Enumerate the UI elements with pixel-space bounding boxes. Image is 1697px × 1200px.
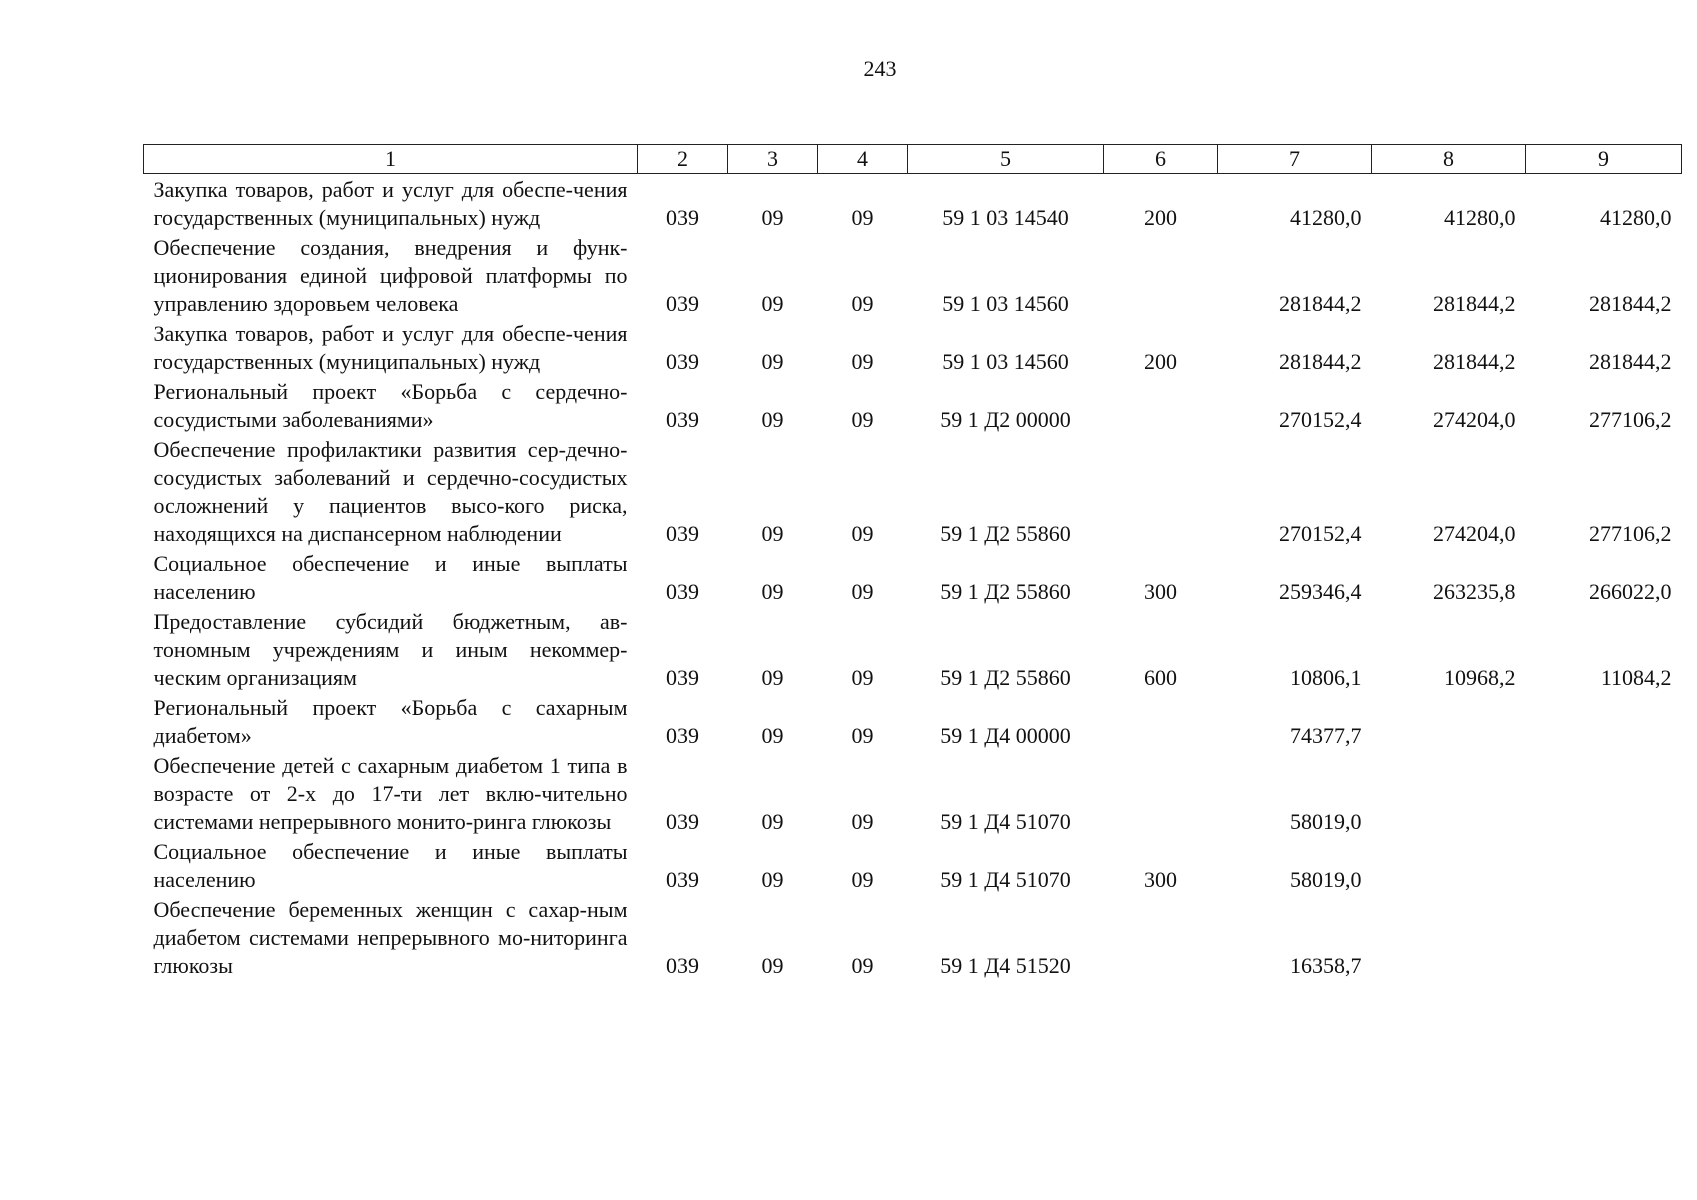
cell-target-article: 59 1 Д4 51070 bbox=[940, 809, 1071, 834]
table-row bbox=[144, 750, 1682, 836]
cell-subsection: 09 bbox=[851, 723, 874, 748]
cell-section: 09 bbox=[761, 809, 784, 834]
cell-subsection: 09 bbox=[851, 407, 874, 432]
table-row bbox=[144, 836, 1682, 894]
table-body bbox=[144, 174, 1682, 981]
cell-amount-year-2 bbox=[1372, 750, 1526, 836]
table-row bbox=[144, 174, 1682, 233]
cell-amount-year-2: 10968,2 bbox=[1444, 665, 1516, 690]
cell-target-article: 59 1 03 14540 bbox=[942, 205, 1069, 230]
row-name: Обеспечение создания, внедрения и функ-ционирования единой цифровой платформы по управлению здоровьем человека bbox=[153, 235, 628, 316]
cell-target-article: 59 1 03 14560 bbox=[942, 349, 1069, 374]
cell-section: 09 bbox=[761, 579, 784, 604]
cell-target-article: 59 1 Д4 00000 bbox=[940, 723, 1071, 748]
cell-amount-year-1: 281844,2 bbox=[1279, 349, 1362, 374]
cell-expense-type: 300 bbox=[1144, 579, 1177, 604]
cell-expense-type bbox=[1104, 894, 1218, 980]
cell-amount-year-3 bbox=[1526, 692, 1682, 750]
cell-amount-year-2: 263235,8 bbox=[1433, 579, 1516, 604]
cell-subsection: 09 bbox=[851, 579, 874, 604]
cell-grbs: 039 bbox=[666, 291, 699, 316]
cell-amount-year-1: 270152,4 bbox=[1279, 407, 1362, 432]
table-row bbox=[144, 232, 1682, 318]
cell-expense-type bbox=[1104, 750, 1218, 836]
cell-expense-type bbox=[1104, 692, 1218, 750]
cell-subsection: 09 bbox=[851, 665, 874, 690]
cell-amount-year-1: 259346,4 bbox=[1279, 579, 1362, 604]
cell-amount-year-3 bbox=[1526, 750, 1682, 836]
cell-section: 09 bbox=[761, 867, 784, 892]
cell-grbs: 039 bbox=[666, 407, 699, 432]
row-name: Закупка товаров, работ и услуг для обеспе-чения государственных (муниципальных) нужд bbox=[153, 177, 628, 230]
cell-section: 09 bbox=[761, 205, 784, 230]
cell-amount-year-3 bbox=[1526, 894, 1682, 980]
cell-grbs: 039 bbox=[666, 205, 699, 230]
cell-amount-year-1: 16358,7 bbox=[1290, 953, 1362, 978]
table-row bbox=[144, 318, 1682, 376]
header-col-3: 3 bbox=[728, 145, 818, 174]
header-col-4: 4 bbox=[818, 145, 908, 174]
cell-target-article: 59 1 Д2 55860 bbox=[940, 521, 1071, 546]
cell-amount-year-2 bbox=[1372, 836, 1526, 894]
row-name: Закупка товаров, работ и услуг для обеспе-чения государственных (муниципальных) нужд bbox=[153, 321, 628, 374]
cell-subsection: 09 bbox=[851, 291, 874, 316]
cell-amount-year-3: 277106,2 bbox=[1589, 407, 1672, 432]
row-name: Социальное обеспечение и иные выплаты населению bbox=[153, 839, 628, 892]
header-col-2: 2 bbox=[638, 145, 728, 174]
cell-amount-year-3: 281844,2 bbox=[1589, 349, 1672, 374]
header-col-1: 1 bbox=[144, 145, 638, 174]
header-col-8: 8 bbox=[1372, 145, 1526, 174]
cell-target-article: 59 1 Д4 51070 bbox=[940, 867, 1071, 892]
header-col-6: 6 bbox=[1104, 145, 1218, 174]
cell-target-article: 59 1 Д2 55860 bbox=[940, 579, 1071, 604]
cell-section: 09 bbox=[761, 407, 784, 432]
cell-amount-year-1: 58019,0 bbox=[1290, 809, 1362, 834]
cell-expense-type bbox=[1104, 232, 1218, 318]
cell-amount-year-1: 281844,2 bbox=[1279, 291, 1362, 316]
header-col-5: 5 bbox=[908, 145, 1104, 174]
cell-expense-type: 600 bbox=[1144, 665, 1177, 690]
cell-target-article: 59 1 Д2 55860 bbox=[940, 665, 1071, 690]
cell-subsection: 09 bbox=[851, 205, 874, 230]
cell-amount-year-1: 10806,1 bbox=[1290, 665, 1362, 690]
cell-target-article: 59 1 03 14560 bbox=[942, 291, 1069, 316]
budget-table bbox=[143, 144, 1682, 980]
cell-grbs: 039 bbox=[666, 723, 699, 748]
cell-expense-type bbox=[1104, 434, 1218, 548]
table-row bbox=[144, 894, 1682, 980]
table-row bbox=[144, 606, 1682, 692]
cell-amount-year-2: 281844,2 bbox=[1433, 291, 1516, 316]
cell-amount-year-2: 41280,0 bbox=[1444, 205, 1516, 230]
table-row bbox=[144, 434, 1682, 548]
cell-amount-year-1: 58019,0 bbox=[1290, 867, 1362, 892]
header-row bbox=[144, 145, 1682, 174]
table-header bbox=[144, 145, 1682, 174]
page-number: 243 bbox=[863, 56, 897, 81]
cell-grbs: 039 bbox=[666, 809, 699, 834]
cell-section: 09 bbox=[761, 953, 784, 978]
cell-amount-year-3 bbox=[1526, 836, 1682, 894]
cell-section: 09 bbox=[761, 349, 784, 374]
cell-amount-year-2 bbox=[1372, 894, 1526, 980]
cell-expense-type: 200 bbox=[1144, 205, 1177, 230]
table-row bbox=[144, 548, 1682, 606]
cell-grbs: 039 bbox=[666, 521, 699, 546]
cell-subsection: 09 bbox=[851, 867, 874, 892]
cell-section: 09 bbox=[761, 665, 784, 690]
cell-amount-year-3: 266022,0 bbox=[1589, 579, 1672, 604]
header-col-7: 7 bbox=[1218, 145, 1372, 174]
cell-grbs: 039 bbox=[666, 665, 699, 690]
cell-subsection: 09 bbox=[851, 349, 874, 374]
cell-subsection: 09 bbox=[851, 809, 874, 834]
cell-amount-year-3: 11084,2 bbox=[1600, 665, 1672, 690]
cell-amount-year-3: 41280,0 bbox=[1600, 205, 1672, 230]
row-name: Региональный проект «Борьба с сердечно-сосудистыми заболеваниями» bbox=[153, 379, 628, 432]
row-name: Региональный проект «Борьба с сахарным диабетом» bbox=[153, 695, 628, 748]
table-row bbox=[144, 376, 1682, 434]
row-name: Обеспечение детей с сахарным диабетом 1 типа в возрасте от 2-х до 17-ти лет вклю-чительно системами непрерывного монито-ринга глюкозы bbox=[153, 753, 628, 834]
row-name: Обеспечение беременных женщин с сахар-ным диабетом системами непрерывного мо-ниторинга глюкозы bbox=[153, 897, 628, 978]
cell-amount-year-2: 274204,0 bbox=[1433, 521, 1516, 546]
cell-expense-type: 300 bbox=[1144, 867, 1177, 892]
cell-amount-year-1: 74377,7 bbox=[1290, 723, 1362, 748]
cell-section: 09 bbox=[761, 723, 784, 748]
cell-section: 09 bbox=[761, 291, 784, 316]
cell-section: 09 bbox=[761, 521, 784, 546]
cell-amount-year-2: 281844,2 bbox=[1433, 349, 1516, 374]
cell-expense-type bbox=[1104, 376, 1218, 434]
cell-expense-type: 200 bbox=[1144, 349, 1177, 374]
cell-amount-year-1: 41280,0 bbox=[1290, 205, 1362, 230]
cell-amount-year-1: 270152,4 bbox=[1279, 521, 1362, 546]
cell-grbs: 039 bbox=[666, 867, 699, 892]
cell-subsection: 09 bbox=[851, 953, 874, 978]
cell-grbs: 039 bbox=[666, 579, 699, 604]
cell-target-article: 59 1 Д2 00000 bbox=[940, 407, 1071, 432]
row-name: Предоставление субсидий бюджетным, ав-тономным учреждениям и иным некоммер-ческим организациям bbox=[153, 609, 628, 690]
cell-target-article: 59 1 Д4 51520 bbox=[940, 953, 1071, 978]
cell-subsection: 09 bbox=[851, 521, 874, 546]
row-name: Обеспечение профилактики развития сер-дечно-сосудистых заболеваний и сердечно-сосудистых осложнений у пациентов высо-кого риска, находящихся на диспансерном наблюдении bbox=[153, 437, 628, 546]
table-row bbox=[144, 692, 1682, 750]
cell-amount-year-3: 281844,2 bbox=[1589, 291, 1672, 316]
cell-grbs: 039 bbox=[666, 953, 699, 978]
cell-amount-year-2: 274204,0 bbox=[1433, 407, 1516, 432]
cell-amount-year-3: 277106,2 bbox=[1589, 521, 1672, 546]
cell-amount-year-2 bbox=[1372, 692, 1526, 750]
row-name: Социальное обеспечение и иные выплаты населению bbox=[153, 551, 628, 604]
cell-grbs: 039 bbox=[666, 349, 699, 374]
header-col-9: 9 bbox=[1526, 145, 1682, 174]
